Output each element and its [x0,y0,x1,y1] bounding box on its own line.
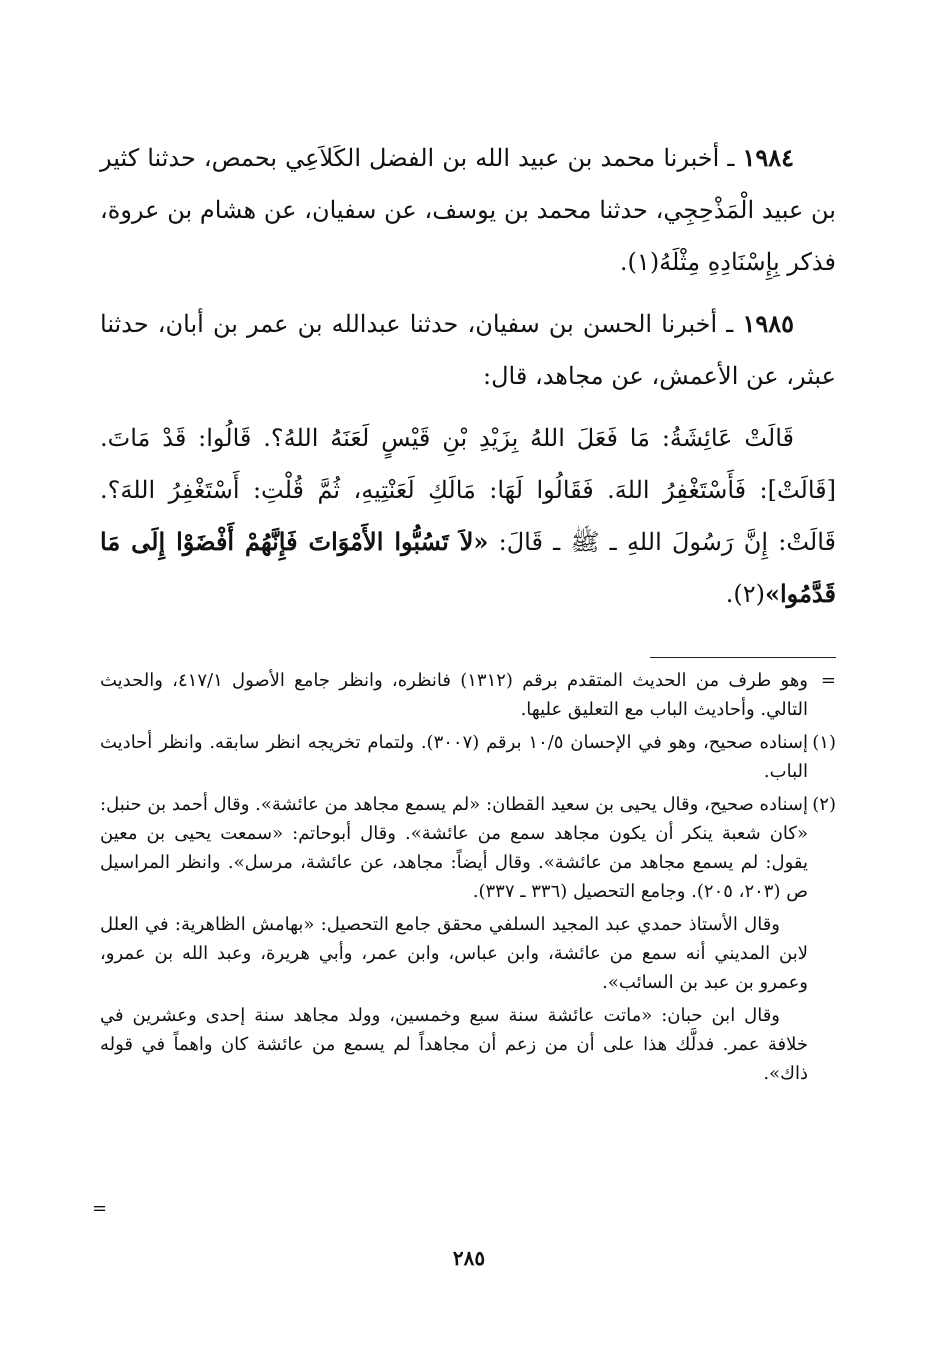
hadith-body-text: قَالَتْ عَائِشَةُ: مَا فَعَلَ اللهُ بِزَيْدِ بْنِ قَيْسٍ لَعَنَهُ اللهُ؟. قَالُوا: قَدْ مَاتَ. [قَالَتْ]: فَأَسْتَغْفِرُ اللهَ. فَقَالُوا لَهَا: مَالَكِ لَعَنْتِيهِ، ثُمَّ قُلْتِ: أَسْتَغْفِرُ اللهَ؟. قَالَتْ: إِنَّ رَسُولَ اللهِ ـ ﷺ ـ قَالَ: [100,424,837,556]
footnote-2 [100,790,836,906]
hadith-number: ١٩٨٥ [742,309,794,338]
footnote-text: إسناده صحيح، وهو في الإحسان ١٠/٥ برقم (٣٠٠٧). ولتمام تخريجه انظر سابقه. وانظر أحاديث الباب. [100,732,808,782]
footnotes [100,666,836,1092]
hadith-text: ـ أخبرنا الحسن بن سفيان، حدثنا عبدالله بن عمر بن أبان، حدثنا عبثر، عن الأعمش، عن مجاهد، قال: [100,310,836,390]
footnote-continuation [100,666,836,724]
footnote-2-paragraph: وقال الأستاذ حمدي عبد المجيد السلفي محقق جامع التحصيل: «بهامش الظاهرية: في العلل لابن المديني أنه سمع من عائشة، وابن عباس، وابن عمر، وأبي هريرة، وعبد الله بن عمرو، وعمرو بن عبد بن السائب». [100,914,808,993]
hadith-1985-body [100,412,836,620]
footnote-ref: (٢). [725,580,765,608]
continuation-mark: = [92,1198,108,1219]
footnote-divider [650,657,836,658]
page-number: ٢٨٥ [452,1246,486,1270]
hadith-1985 [100,298,836,402]
hadith-number: ١٩٨٤ [742,143,794,172]
hadith-1984 [100,132,836,288]
footnote-text: إسناده صحيح، وقال يحيى بن سعيد القطان: «لم يسمع مجاهد من عائشة». وقال أحمد بن حنبل: «كان شعبة ينكر أن يكون مجاهد سمع من عائشة». وقال أبوحاتم: «سمعت يحيى بن معين يقول: لم يسمع مجاهد من عائشة». وقال أيضاً: مجاهد، عن عائشة، مرسل». وانظر المراسيل ص (٢٠٣، ٢٠٥). وجامع التحصيل (٣٣٦ ـ ٣٣٧). [100,794,808,902]
footnote-marker: (٢) [812,794,836,815]
prophetic-quote: «لاَ تَسُبُّوا الأَمْوَاتَ فَإِنَّهُمْ أَفْضَوْا إِلَى مَا قَدَّمُوا» [100,527,836,608]
footnote-text: وهو طرف من الحديث المتقدم برقم (١٣١٢) فانظره، وانظر جامع الأصول ٤١٧/١، والحديث التالي. وأحاديث الباب مع التعليق عليها. [100,670,808,720]
hadith-text: ـ أخبرنا محمد بن عبيد الله بن الفضل الكَلاَعِي بحمص، حدثنا كثير بن عبيد الْمَذْحِجِي، حدثنا محمد بن يوسف، عن سفيان، عن هشام بن عروة، فذكر بِإِسْنَادِهِ مِثْلَهُ(١). [100,144,836,276]
footnote-1 [100,728,836,786]
continuation-marker: = [820,670,836,691]
footnote-marker: (١) [812,732,836,753]
footnote-2-paragraph: وقال ابن حبان: «ماتت عائشة سنة سبع وخمسين، وولد مجاهد سنة إحدى وعشرين في خلافة عمر. فدلَّك هذا على أن من زعم أن مجاهداً لم يسمع من عائشة كان واهماً في قوله ذاك». [100,1005,808,1084]
main-text [100,132,836,630]
